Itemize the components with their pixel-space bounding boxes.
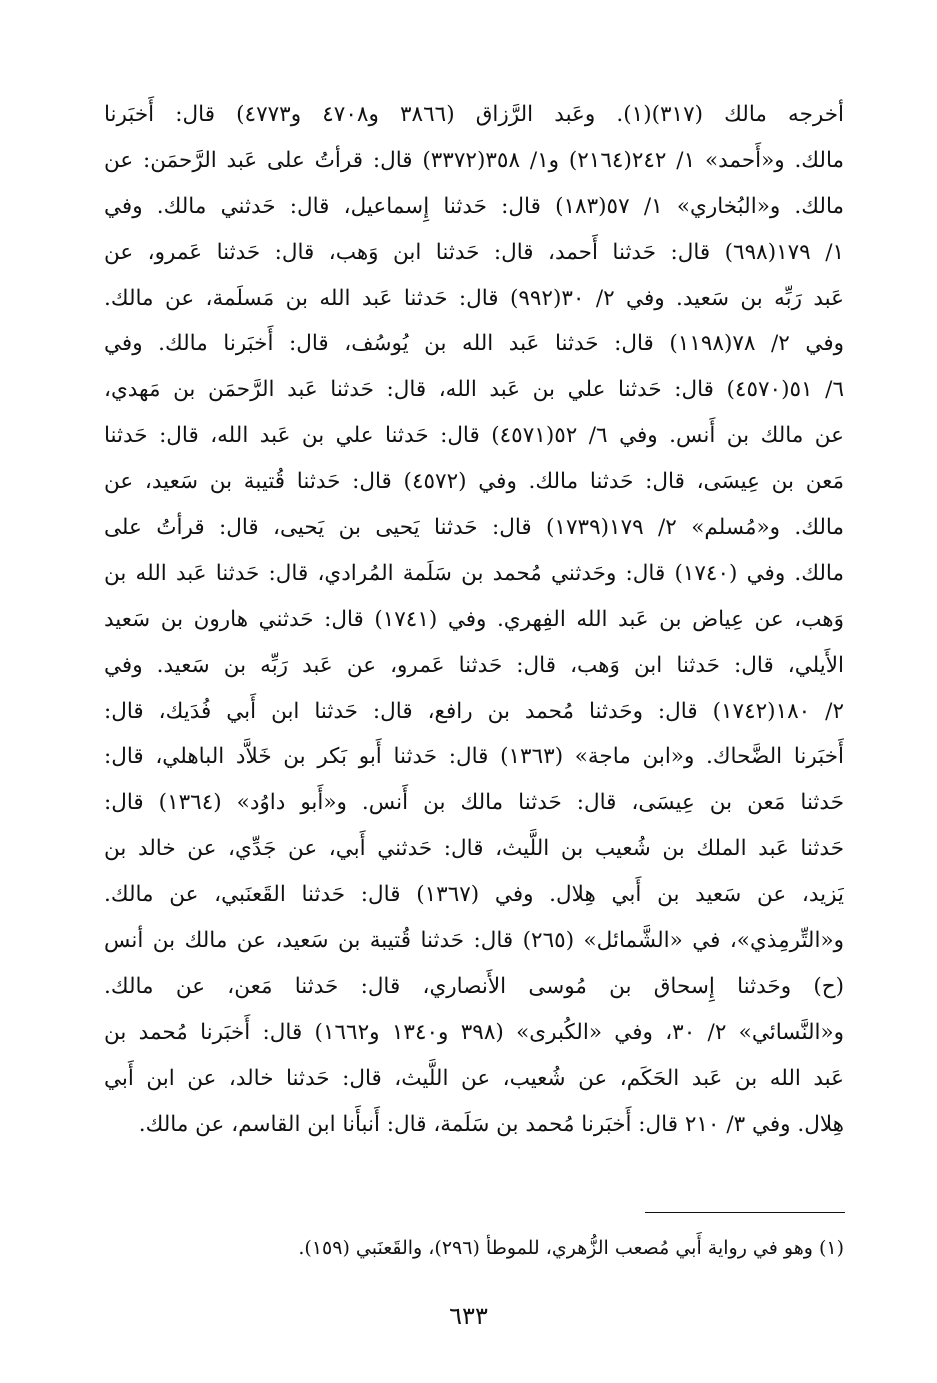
footnote: (١) وهو في رواية أَبي مُصعب الزُّهري، للموطأ (٢٩٦)، والقَعنَبي (١٥٩). <box>298 1237 844 1259</box>
footnote-divider <box>645 1212 845 1213</box>
text-line: مالك. و«أَحمد» ١/ ٢٤٢(٢١٦٤) و١/ ٣٥٨(٣٣٧٢) قال: قرأتُ على عَبد الرَّحمَن: عن <box>104 147 844 173</box>
text-line: أخرجه مالك (٣١٧)(١). وعَبد الرَّزاق (٣٨٦٦ و٤٧٠٨ و٤٧٧٣) قال: أَخبَرنا <box>104 102 844 127</box>
text-line: مالك. و«البُخاري» ١/ ٥٧(١٨٣) قال: حَدثنا إِسماعيل، قال: حَدثني مالك. وفي <box>104 193 844 219</box>
text-line: مالك. و«مُسلم» ٢/ ١٧٩(١٧٣٩) قال: حَدثنا يَحيى بن يَحيى، قال: قرأتُ على <box>104 515 844 541</box>
text-line: حَدثنا مَعن بن عِيسَى، قال: حَدثنا مالك بن أَنس. و«أَبو داوُد» (١٣٦٤) قال: <box>104 790 844 816</box>
text-line: الأَيلي، قال: حَدثنا ابن وَهب، قال: حَدثنا عَمرو، عن عَبد رَبِّه بن سَعيد. وفي <box>104 652 844 678</box>
text-line: وفي ٢/ ٧٨(١١٩٨) قال: حَدثنا عَبد الله بن يُوسُف، قال: أَخبَرنا مالك. وفي <box>104 331 844 357</box>
text-line: ٢/ ١٨٠(١٧٤٢) قال: وحَدثنا مُحمد بن رافع، قال: حَدثنا ابن أَبي فُدَيك، قال: <box>104 698 844 724</box>
text-line: مَعن بن عِيسَى، قال: حَدثنا مالك. وفي (٤٥٧٢) قال: حَدثنا قُتيبة بن سَعيد، عن <box>104 469 844 495</box>
text-line-last: هِلال. وفي ٣/ ٢١٠ قال: أَخبَرنا مُحمد بن سَلَمة، قال: أَنبأَنا ابن القاسم، عن مالك. <box>138 1111 844 1137</box>
text-line: أَخبَرنا الضَّحاك. و«ابن ماجة» (١٣٦٣) قال: حَدثنا أَبو بَكر بن خَلاَّد الباهلي، قال: <box>104 744 844 770</box>
text-line: مالك. وفي (١٧٤٠) قال: وحَدثني مُحمد بن سَلَمة المُرادي، قال: حَدثنا عَبد الله بن <box>104 560 844 586</box>
text-line: عن مالك بن أَنس. وفي ٦/ ٥٢(٤٥٧١) قال: حَدثنا علي بن عَبد الله، قال: حَدثنا <box>104 423 844 449</box>
text-line: عَبد رَبِّه بن سَعيد. وفي ٢/ ٣٠(٩٩٢) قال: حَدثنا عَبد الله بن مَسلَمة، عن مالك. <box>104 285 844 311</box>
text-line: وَهب، عن عِياض بن عَبد الله الفِهري. وفي (١٧٤١) قال: حَدثني هارون بن سَعيد <box>104 606 844 632</box>
text-line: حَدثنا عَبد الملك بن شُعيب بن اللَّيث، قال: حَدثني أَبي، عن جَدِّي، عن خالد بن <box>104 836 844 862</box>
main-text-block <box>104 92 844 1147</box>
text-line: عَبد الله بن عَبد الحَكَم، عن شُعيب، عن اللَّيث، قال: حَدثنا خالد، عن ابن أَبي <box>104 1065 844 1091</box>
text-line: (ح) وحَدثنا إِسحاق بن مُوسى الأَنصاري، قال: حَدثنا مَعن، عن مالك. <box>104 973 844 999</box>
text-line: و«النَّسائي» ٢/ ٣٠، وفي «الكُبرى» (٣٩٨ و١٣٤٠ و١٦٦٢) قال: أَخبَرنا مُحمد بن <box>104 1019 844 1045</box>
text-line: و«التِّرمِذي»، في «الشَّمائل» (٢٦٥) قال: حَدثنا قُتيبة بن سَعيد، عن مالك بن أنس <box>104 928 844 954</box>
text-line: يَزيد، عن سَعيد بن أَبي هِلال. وفي (١٣٦٧) قال: حَدثنا القَعنَبي، عن مالك. <box>104 882 844 908</box>
text-line: ١/ ١٧٩(٦٩٨) قال: حَدثنا أَحمد، قال: حَدثنا ابن وَهب، قال: حَدثنا عَمرو، عن <box>104 239 844 265</box>
page-number: ٦٣٣ <box>449 1302 488 1330</box>
text-line: ٦/ ٥١(٤٥٧٠) قال: حَدثنا علي بن عَبد الله، قال: حَدثنا عَبد الرَّحمَن بن مَهدي، <box>104 377 844 403</box>
